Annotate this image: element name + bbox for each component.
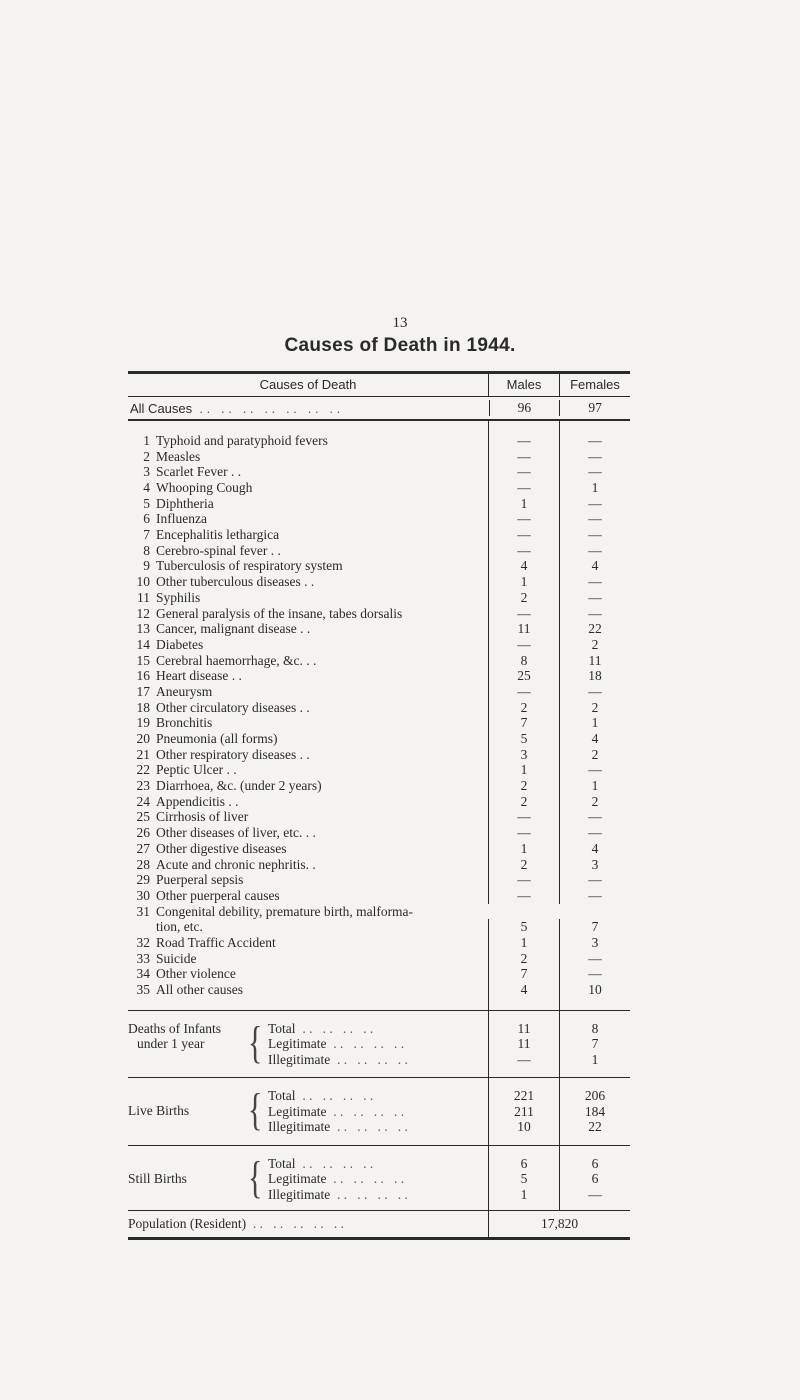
cause-number: 17 [136,683,150,699]
cause-row [128,951,630,967]
cause-row [128,559,630,575]
cause-males: — [488,809,559,825]
row-label: Total [268,1155,296,1171]
row-label: Illegitimate [268,1119,331,1135]
cause-females: 22 [559,621,630,637]
all-causes-label: All Causes [130,400,193,416]
males-value: 10 [488,1119,559,1135]
females-value: 8 [559,1021,630,1037]
row-label: Legitimate [268,1036,327,1052]
leader-dots: . . . . . . . . [330,1051,408,1067]
cause-row [128,982,630,998]
still-births-row [128,1187,630,1203]
cause-females: 4 [559,731,630,747]
leader-dots: . . . . . . . . [326,1171,405,1187]
cause-label: Other puerperal causes [156,887,280,903]
cause-number: 14 [136,636,150,652]
row-label: Illegitimate [268,1186,331,1202]
still-births-label: Still Births [128,1170,187,1186]
infant-deaths-section [128,1018,630,1068]
spacer [128,1202,630,1210]
cause-females: — [559,951,630,967]
cause-label: Aneurysm [156,683,213,699]
leader-dots: . . . . . . . . . . [246,1216,344,1232]
cause-males: — [488,637,559,653]
cause-row [128,919,630,935]
cause-number: 21 [136,746,150,762]
cause-males: 4 [488,558,559,574]
cause-label: Scarlet Fever . . [156,464,242,480]
cause-row [128,810,630,826]
males-value: 5 [488,1171,559,1187]
infant-deaths-label-line2: under 1 year [137,1035,205,1051]
cause-males: 4 [488,982,559,998]
cause-males: 3 [488,747,559,763]
cause-row [128,621,630,637]
leader-dots: . . . . . . . . [326,1103,405,1119]
cause-label: Syphilis [156,589,201,605]
cause-males: — [488,511,559,527]
cause-number: 6 [143,511,150,527]
cause-number: 5 [143,495,150,511]
cause-number: 30 [136,887,150,903]
cause-number: 8 [143,542,150,558]
cause-number: 4 [143,480,150,496]
infant-deaths-row [128,1021,630,1037]
header-females: Females [559,374,630,396]
cause-label: Heart disease . . [156,668,242,684]
cause-label: Encephalitis lethargica [156,527,280,543]
spacer [128,1011,630,1021]
cause-females: — [559,527,630,543]
header-cause: Causes of Death [259,377,357,392]
cause-males: 8 [488,653,559,669]
cause-males: — [488,433,559,449]
brace-icon: { [248,1085,263,1136]
brace-icon: { [248,1018,263,1068]
cause-row [128,511,630,527]
cause-females: — [559,684,630,700]
row-label: Illegitimate [268,1051,331,1067]
cause-number: 7 [143,527,150,543]
cause-females: 3 [559,857,630,873]
cause-females: 1 [559,715,630,731]
cause-label: Influenza [156,511,207,527]
cause-label: Other digestive diseases [156,840,287,856]
cause-label: Congenital debility, premature birth, malforma- [156,903,414,919]
live-births-row [128,1088,630,1104]
cause-label: Peptic Ulcer . . [156,762,237,778]
cause-females: — [559,543,630,559]
cause-row [128,872,630,888]
cause-label: Puerperal sepsis [156,872,244,888]
males-value: 221 [488,1088,559,1104]
table-bottom-rule [128,1237,630,1240]
cause-number: 1 [143,432,150,448]
females-value: 6 [559,1171,630,1187]
females-value: 1 [559,1052,630,1068]
cause-label: General paralysis of the insane, tabes dorsalis [156,605,403,621]
cause-row [128,480,630,496]
cause-row [128,684,630,700]
leader-dots: . . . . . . . . [326,1036,405,1052]
cause-number: 2 [143,448,150,464]
cause-females: — [559,574,630,590]
causes-of-death-table [128,371,630,1240]
header-males: Males [488,374,559,396]
cause-males: 2 [488,700,559,716]
cause-females: 1 [559,480,630,496]
cause-number: 20 [136,731,150,747]
cause-females: 11 [559,653,630,669]
cause-males: — [488,888,559,904]
cause-number: 35 [136,982,150,998]
cause-row [128,637,630,653]
males-value: — [488,1052,559,1068]
cause-males: 1 [488,496,559,512]
cause-number: 19 [136,715,150,731]
cause-females: — [559,762,630,778]
leader-dots: . . . . . . . . [295,1155,374,1171]
cause-number: 31 [136,903,150,919]
cause-row [128,590,630,606]
cause-number: 29 [136,872,150,888]
males-value: 1 [488,1187,559,1203]
cause-label: Bronchitis [156,715,213,731]
cause-females: 2 [559,794,630,810]
cause-females: — [559,511,630,527]
cause-males: 2 [488,951,559,967]
live-births-label: Live Births [128,1103,190,1119]
cause-males: — [488,464,559,480]
all-causes-females: 97 [559,400,630,416]
cause-number: 18 [136,699,150,715]
cause-number: 15 [136,652,150,668]
cause-number: 3 [143,464,150,480]
cause-label: Other respiratory diseases . . [156,746,310,762]
cause-row [128,857,630,873]
cause-row [128,700,630,716]
cause-row [128,606,630,622]
cause-label: Whooping Cough [156,480,253,496]
cause-males: 7 [488,966,559,982]
cause-number: 26 [136,825,150,841]
population-value: 17,820 [488,1211,630,1237]
cause-males: — [488,872,559,888]
cause-label: Diabetes [156,636,204,652]
live-births-section [128,1085,630,1136]
population-row [128,1211,630,1237]
still-births-section [128,1153,630,1203]
cause-males: 2 [488,794,559,810]
cause-females: — [559,449,630,465]
cause-row [128,543,630,559]
cause-label: Acute and chronic nephritis. . [156,856,316,872]
row-label: Total [268,1088,296,1104]
cause-row [128,574,630,590]
males-value: 11 [488,1021,559,1037]
males-value: 6 [488,1156,559,1172]
cause-number: 9 [143,558,150,574]
cause-males: 1 [488,841,559,857]
row-label: Legitimate [268,1171,327,1187]
spacer [128,1078,630,1088]
cause-females: — [559,825,630,841]
cause-number: 27 [136,840,150,856]
cause-row [128,496,630,512]
live-births-row [128,1119,630,1135]
row-label: Legitimate [268,1103,327,1119]
cause-row [128,527,630,543]
cause-females: — [559,433,630,449]
cause-males: 5 [488,919,559,935]
cause-females: — [559,966,630,982]
females-value: 6 [559,1156,630,1172]
cause-females: 4 [559,558,630,574]
cause-males: — [488,825,559,841]
leader-dots: . . . . . . . . [330,1186,408,1202]
live-births-row [128,1104,630,1120]
cause-label: Other circulatory diseases . . [156,699,310,715]
cause-label: All other causes [156,982,243,998]
cause-row [128,731,630,747]
cause-label: Cancer, malignant disease . . [156,621,311,637]
cause-label: Suicide [156,950,197,966]
cause-label: Other diseases of liver, etc. . . [156,825,316,841]
causes-list [128,433,630,998]
cause-row [128,653,630,669]
cause-females: — [559,464,630,480]
leader-dots: . . . . . . . . [295,1088,374,1104]
cause-number: 23 [136,778,150,794]
cause-row [128,433,630,449]
cause-row [128,794,630,810]
population-label: Population (Resident) [128,1216,247,1232]
cause-females: — [559,888,630,904]
cause-label: Tuberculosis of respiratory system [156,558,343,574]
cause-males: — [488,606,559,622]
cause-males: 11 [488,621,559,637]
still-births-row [128,1156,630,1172]
cause-females: — [559,809,630,825]
cause-row [128,904,630,920]
page-title: Causes of Death in 1944. [284,335,516,356]
cause-label: Measles [156,448,201,464]
cause-number: 32 [136,934,150,950]
cause-females: 2 [559,747,630,763]
cause-row [128,966,630,982]
cause-number: 10 [136,574,150,590]
females-value: — [559,1187,630,1203]
cause-males: — [488,527,559,543]
cause-row [128,762,630,778]
cause-number: 24 [136,793,150,809]
spacer [128,1146,630,1156]
cause-row [128,464,630,480]
infant-deaths-label-line1: Deaths of Infants [128,1020,221,1036]
cause-row [128,841,630,857]
cause-label: Cerebral haemorrhage, &c. . . [156,652,317,668]
cause-females: — [559,872,630,888]
cause-females: 3 [559,935,630,951]
cause-males: 2 [488,778,559,794]
cause-number: 22 [136,762,150,778]
leader-dots: . . . . . . . . [295,1020,374,1036]
cause-males: 1 [488,762,559,778]
cause-label: Road Traffic Accident [156,934,276,950]
spacer [128,421,630,433]
cause-label: Cerebro-spinal fever . . [156,542,281,558]
cause-females: 2 [559,700,630,716]
cause-females: 18 [559,668,630,684]
cause-males: — [488,449,559,465]
cause-number: 33 [136,950,150,966]
males-value: 211 [488,1104,559,1120]
cause-number: 16 [136,668,150,684]
cause-number: 25 [136,809,150,825]
row-label: Total [268,1020,296,1036]
brace-icon: { [248,1153,263,1203]
cause-females: 7 [559,919,630,935]
cause-row [128,935,630,951]
cause-females: — [559,606,630,622]
infant-deaths-row [128,1036,630,1052]
cause-label: Diarrhoea, &c. (under 2 years) [156,778,322,794]
page-number: 13 [392,315,408,331]
cause-females: 1 [559,778,630,794]
cause-females: 2 [559,637,630,653]
all-causes-males: 96 [489,400,560,416]
cause-row [128,715,630,731]
infant-deaths-row [128,1052,630,1068]
cause-females: 10 [559,982,630,998]
females-value: 22 [559,1119,630,1135]
all-causes-row [128,397,630,419]
cause-females: — [559,496,630,512]
cause-label: Diphtheria [156,495,214,511]
cause-number: 13 [136,621,150,637]
cause-males: 1 [488,935,559,951]
cause-males: 2 [488,857,559,873]
leader-dots: . . . . . . . . [330,1119,408,1135]
females-value: 184 [559,1104,630,1120]
cause-number: 34 [136,966,150,982]
females-value: 7 [559,1036,630,1052]
table-header [128,374,630,396]
cause-males: 25 [488,668,559,684]
cause-label: tion, etc. [156,919,203,935]
cause-label: Pneumonia (all forms) [156,731,278,747]
cause-row [128,668,630,684]
leader-dots: . . . . . . . . . . . . . . [192,400,341,416]
cause-number: 12 [136,605,150,621]
cause-row [128,888,630,904]
cause-label: Other tuberculous diseases . . [156,574,315,590]
cause-females: 4 [559,841,630,857]
cause-label: Cirrhosis of liver [156,809,249,825]
cause-row [128,778,630,794]
cause-females: — [559,590,630,606]
cause-label: Appendicitis . . [156,793,239,809]
cause-males: 1 [488,574,559,590]
still-births-row [128,1171,630,1187]
females-value: 206 [559,1088,630,1104]
cause-males: — [488,543,559,559]
cause-row [128,449,630,465]
cause-males: — [488,684,559,700]
cause-row [128,825,630,841]
cause-males: — [488,480,559,496]
cause-number: 28 [136,856,150,872]
cause-label: Typhoid and paratyphoid fevers [156,432,328,448]
males-value: 11 [488,1036,559,1052]
cause-row [128,747,630,763]
cause-number: 11 [137,589,150,605]
cause-males: 7 [488,715,559,731]
cause-males: 5 [488,731,559,747]
cause-males: 2 [488,590,559,606]
cause-label: Other violence [156,966,236,982]
